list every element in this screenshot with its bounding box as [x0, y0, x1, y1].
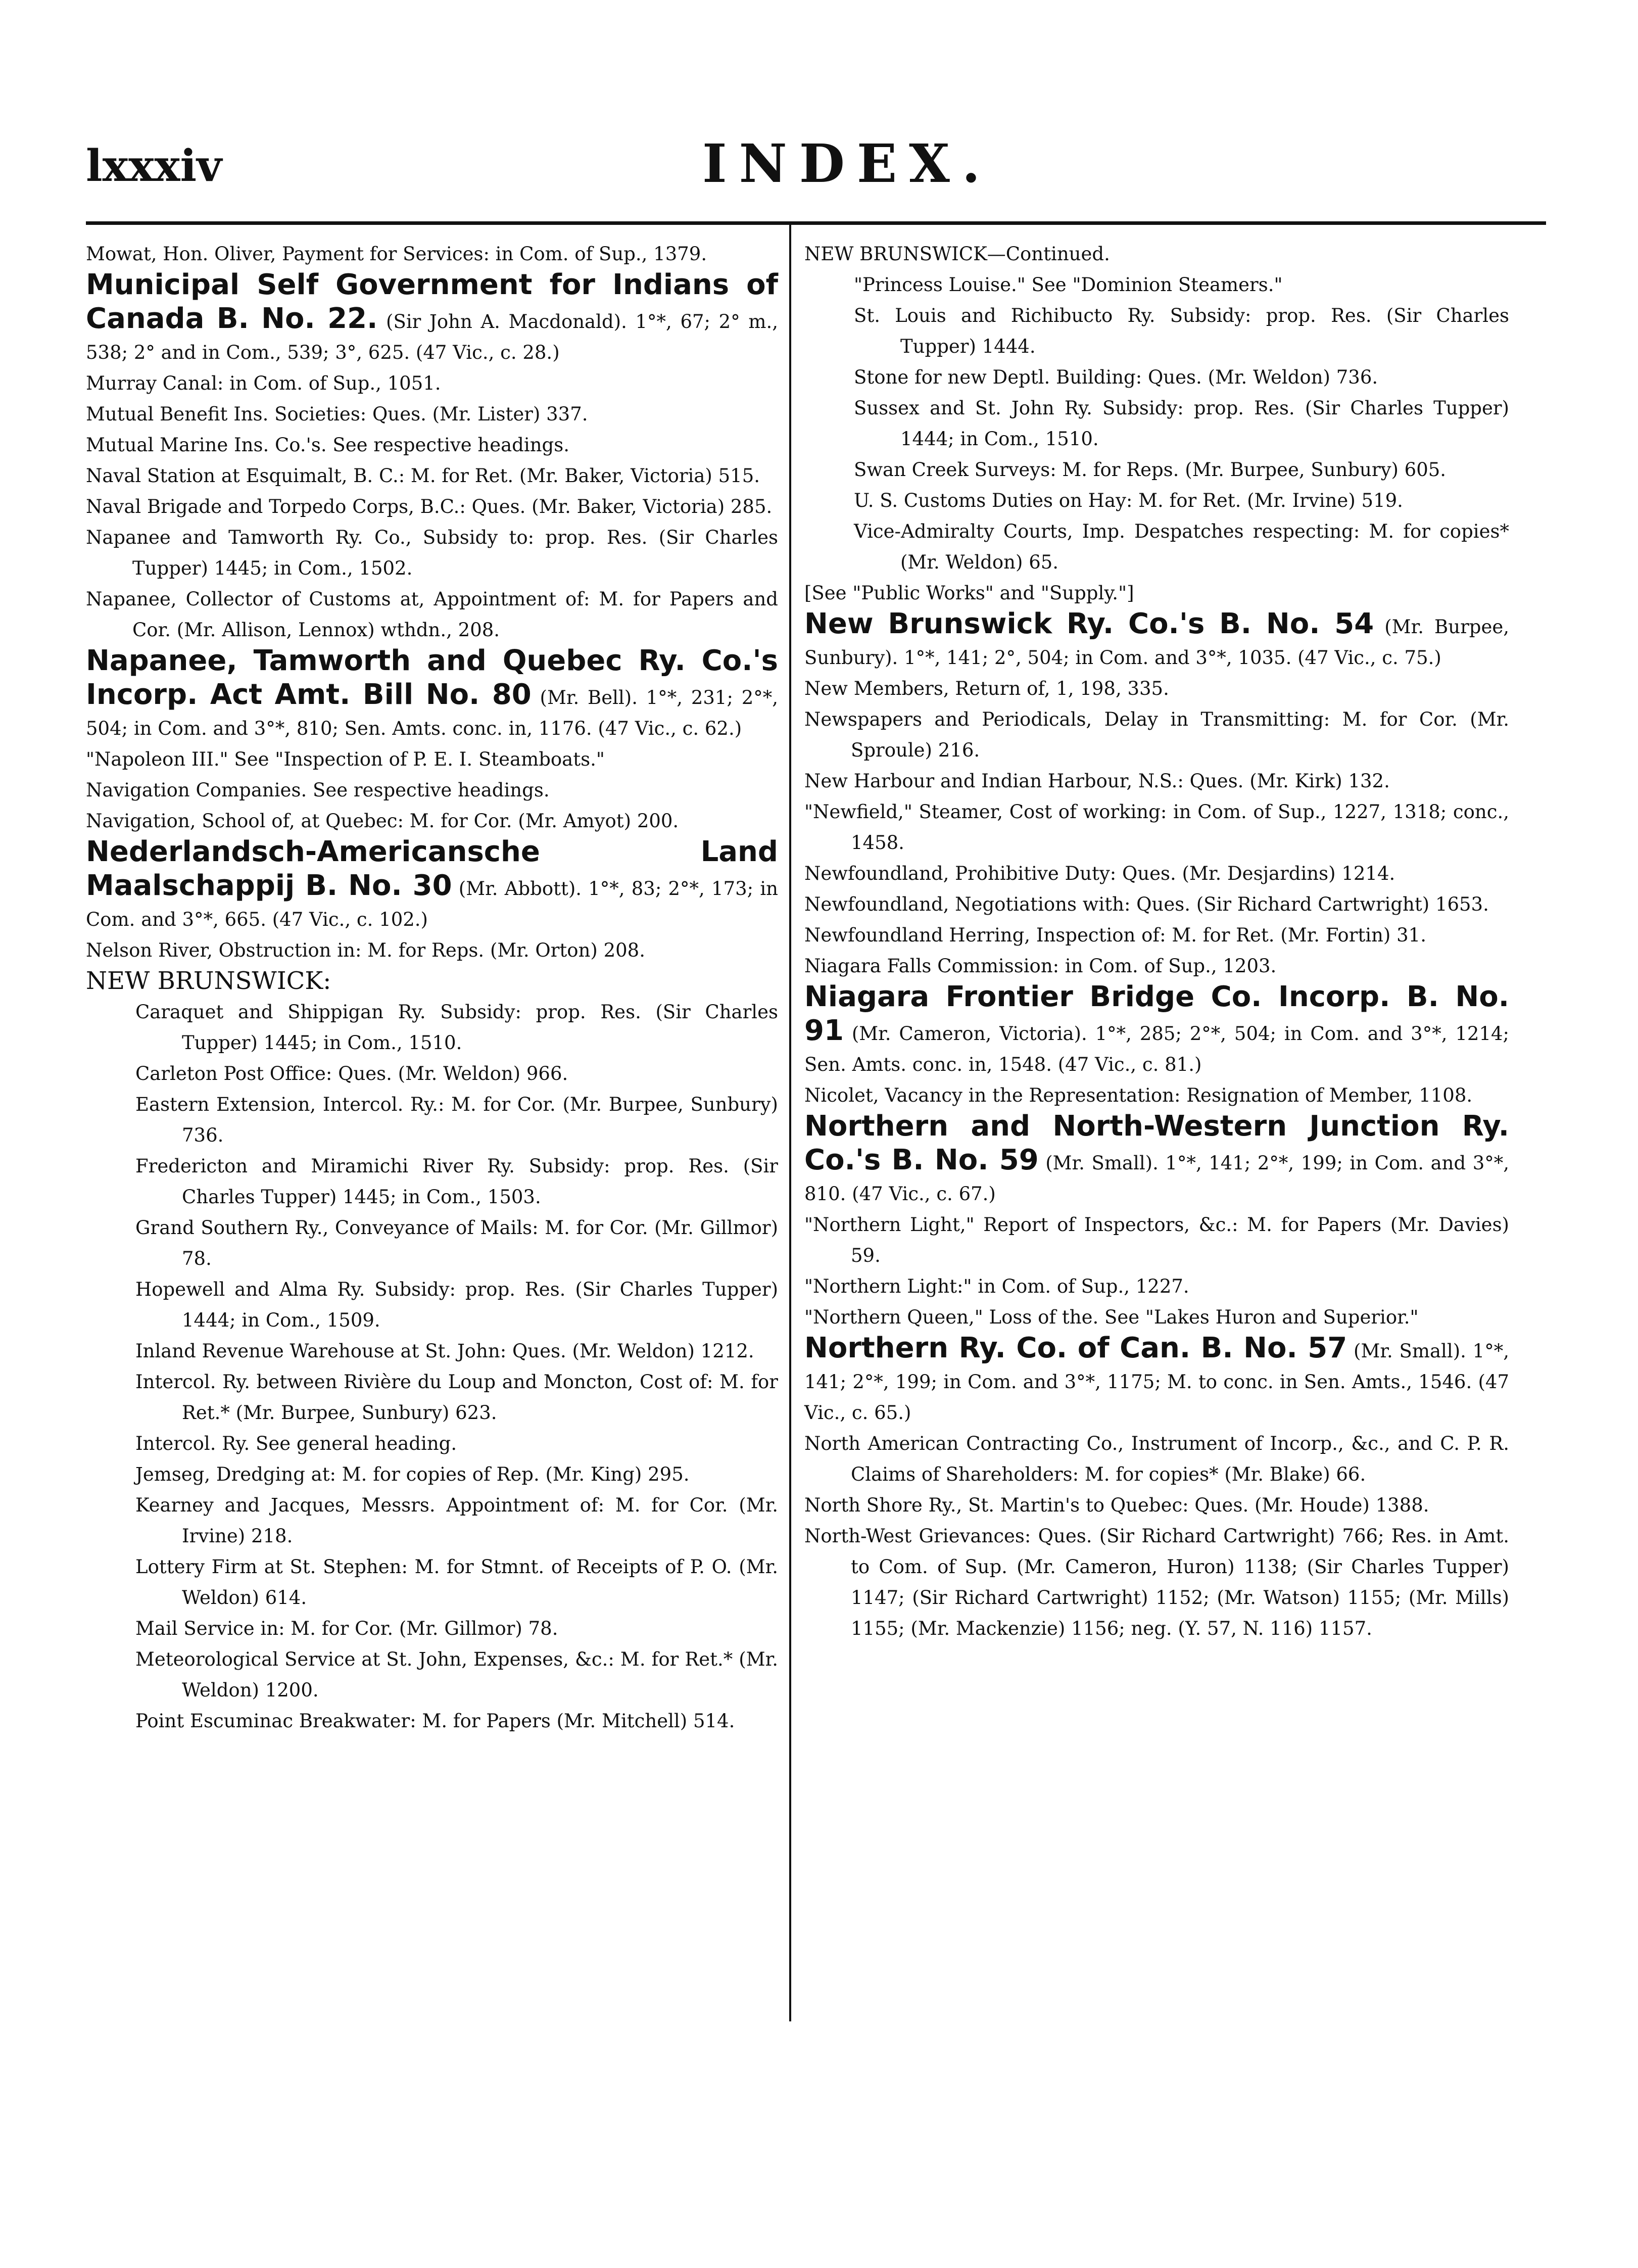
bill-entry [86, 836, 778, 935]
index-entry: Mail Service in: M. for Cor. (Mr. Gillmor) 78. [135, 1618, 558, 1639]
index-entry: Carleton Post Office: Ques. (Mr. Weldon) 966. [135, 1063, 568, 1084]
bill-title: Northern and North-Western Junction Ry. Co.'s B. No. 59 [804, 1110, 1509, 1176]
index-entry: Fredericton and Miramichi River Ry. Subsidy: prop. Res. (Sir Charles Tupper) 1445; in Com., 1503. [135, 1155, 778, 1208]
bill-title: New Brunswick Ry. Co.'s B. No. 54 [804, 607, 1374, 640]
index-entry: Grand Southern Ry., Conveyance of Mails: M. for Cor. (Mr. Gillmor) 78. [135, 1217, 778, 1269]
page-title: INDEX. [702, 132, 993, 195]
header-rule [86, 221, 1546, 225]
index-entry: "Napoleon III." See "Inspection of P. E. I. Steamboats." [86, 748, 605, 770]
index-entry: Mutual Benefit Ins. Societies: Ques. (Mr. Lister) 337. [86, 403, 588, 425]
index-entry: Nicolet, Vacancy in the Representation: Resignation of Member, 1108. [804, 1084, 1473, 1106]
index-entry: "Northern Light:" in Com. of Sup., 1227. [804, 1275, 1189, 1297]
bill-entry [804, 1111, 1509, 1209]
index-entry: Navigation Companies. See respective headings. [86, 779, 550, 801]
index-entry: Inland Revenue Warehouse at St. John: Ques. (Mr. Weldon) 1212. [135, 1340, 754, 1362]
bill-entry [86, 269, 778, 368]
index-entry: Mutual Marine Ins. Co.'s. See respective headings. [86, 434, 569, 456]
index-entry: St. Louis and Richibucto Ry. Subsidy: prop. Res. (Sir Charles Tupper) 1444. [854, 305, 1509, 357]
index-entry: North Shore Ry., St. Martin's to Quebec: Ques. (Mr. Houde) 1388. [804, 1494, 1429, 1516]
column-divider [789, 225, 791, 2021]
bill-details: (Mr. Small). 1°*, 141; 2°*, 199; in Com. and 3°*, 1175; M. to conc. in Sen. Amts., 1546. (47 Vic., c. 65.) [804, 1340, 1509, 1424]
bill-entry [86, 645, 778, 744]
index-entry: North American Contracting Co., Instrument of Incorp., &c., and C. P. R. Claims of Shareholders: M. for copies* (Mr. Blake) 66. [804, 1433, 1509, 1485]
index-entry: Intercol. Ry. between Rivière du Loup and Moncton, Cost of: M. for Ret.* (Mr. Burpee, Sunbury) 623. [135, 1371, 778, 1424]
index-entry: Naval Brigade and Torpedo Corps, B.C.: Ques. (Mr. Baker, Victoria) 285. [86, 496, 773, 517]
bill-details: (Mr. Burpee, Sunbury). 1°*, 141; 2°, 504; in Com. and 3°*, 1035. (47 Vic., c. 75.) [804, 616, 1510, 669]
bill-title: Nederlandsch-Americansche Land Maalschappij B. No. 30 [86, 835, 778, 902]
index-entry: Naval Station at Esquimalt, B. C.: M. for Ret. (Mr. Baker, Victoria) 515. [86, 465, 760, 487]
bill-title: Northern Ry. Co. of Can. B. No. 57 [804, 1332, 1347, 1364]
index-entry: Nelson River, Obstruction in: M. for Reps. (Mr. Orton) 208. [86, 939, 645, 961]
index-entry: Caraquet and Shippigan Ry. Subsidy: prop. Res. (Sir Charles Tupper) 1445; in Com., 1510. [135, 1001, 778, 1054]
index-entry: Point Escuminac Breakwater: M. for Papers (Mr. Mitchell) 514. [135, 1710, 735, 1732]
index-entry: [See "Public Works" and "Supply."] [804, 582, 1134, 604]
index-entry: Stone for new Deptl. Building: Ques. (Mr. Weldon) 736. [854, 366, 1378, 388]
page-number: lxxxiv [86, 140, 222, 192]
index-entry: Intercol. Ry. See general heading. [135, 1433, 457, 1454]
bill-details: (Mr. Abbott). 1°*, 83; 2°*, 173; in Com. and 3°*, 665. (47 Vic., c. 102.) [86, 878, 778, 930]
index-entry: "Newfield," Steamer, Cost of working: in Com. of Sup., 1227, 1318; conc., 1458. [804, 801, 1509, 854]
index-entry: Navigation, School of, at Quebec: M. for Cor. (Mr. Amyot) 200. [86, 810, 679, 832]
bill-title: Municipal Self Government for Indians of Canada B. No. 22. [86, 268, 778, 335]
index-entry: Newfoundland, Prohibitive Duty: Ques. (Mr. Desjardins) 1214. [804, 863, 1395, 884]
index-entry: NEW BRUNSWICK—Continued. [804, 243, 1110, 265]
index-entry: Swan Creek Surveys: M. for Reps. (Mr. Burpee, Sunbury) 605. [854, 459, 1447, 481]
index-entry: Eastern Extension, Intercol. Ry.: M. for Cor. (Mr. Burpee, Sunbury) 736. [135, 1094, 778, 1146]
index-entry: Newspapers and Periodicals, Delay in Transmitting: M. for Cor. (Mr. Sproule) 216. [804, 708, 1509, 761]
index-entry: Newfoundland, Negotiations with: Ques. (Sir Richard Cartwright) 1653. [804, 893, 1489, 915]
bill-details: (Mr. Bell). 1°*, 231; 2°*, 504; in Com. and 3°*, 810; Sen. Amts. conc. in, 1176. (47 Vic., c. 62.) [86, 687, 778, 739]
index-entry: Niagara Falls Commission: in Com. of Sup., 1203. [804, 955, 1277, 977]
index-entry: U. S. Customs Duties on Hay: M. for Ret. (Mr. Irvine) 519. [854, 490, 1403, 511]
right-column [804, 239, 1509, 1644]
section-heading: NEW BRUNSWICK: [86, 967, 331, 995]
bill-title: Napanee, Tamworth and Quebec Ry. Co.'s Incorp. Act Amt. Bill No. 80 [86, 644, 778, 711]
bill-details: (Mr. Small). 1°*, 141; 2°*, 199; in Com. and 3°*, 810. (47 Vic., c. 67.) [804, 1152, 1510, 1205]
bill-entry [804, 981, 1509, 1080]
index-entry: Kearney and Jacques, Messrs. Appointment of: M. for Cor. (Mr. Irvine) 218. [135, 1494, 778, 1547]
index-entry: Napanee and Tamworth Ry. Co., Subsidy to: prop. Res. (Sir Charles Tupper) 1445; in Com., 1502. [86, 527, 778, 579]
index-entry: New Members, Return of, 1, 198, 335. [804, 678, 1169, 699]
left-column [86, 239, 778, 1736]
bill-details: (Sir John A. Macdonald). 1°*, 67; 2° m., 538; 2° and in Com., 539; 3°, 625. (47 Vic., c. 28.) [86, 311, 778, 363]
index-entry: Vice-Admiralty Courts, Imp. Despatches respecting: M. for copies* (Mr. Weldon) 65. [854, 521, 1509, 573]
index-entry: Lottery Firm at St. Stephen: M. for Stmnt. of Receipts of P. O. (Mr. Weldon) 614. [135, 1556, 778, 1609]
bill-entry [804, 608, 1509, 673]
index-entry: Newfoundland Herring, Inspection of: M. for Ret. (Mr. Fortin) 31. [804, 924, 1426, 946]
index-entry: Hopewell and Alma Ry. Subsidy: prop. Res. (Sir Charles Tupper) 1444; in Com., 1509. [135, 1279, 778, 1331]
index-entry: Jemseg, Dredging at: M. for copies of Rep. (Mr. King) 295. [135, 1463, 690, 1485]
index-entry: North-West Grievances: Ques. (Sir Richard Cartwright) 766; Res. in Amt. to Com. of Sup. (Mr. Cameron, Huron) 1138; (Sir Charles Tupper) 1147; (Sir Richard Cartwright) 1152; (Mr. Watson) 1155; (Mr. Mills) 1155; (Mr. Mackenzie) 1156; neg. (Y. 57, N. 116) 1157. [804, 1525, 1509, 1639]
index-entry: New Harbour and Indian Harbour, N.S.: Ques. (Mr. Kirk) 132. [804, 770, 1390, 792]
index-entry: Sussex and St. John Ry. Subsidy: prop. Res. (Sir Charles Tupper) 1444; in Com., 1510. [854, 397, 1509, 450]
index-entry: Meteorological Service at St. John, Expenses, &c.: M. for Ret.* (Mr. Weldon) 1200. [135, 1648, 778, 1701]
index-entry: Murray Canal: in Com. of Sup., 1051. [86, 372, 441, 394]
bill-title: Niagara Frontier Bridge Co. Incorp. B. No. 91 [804, 980, 1509, 1047]
index-entry: Napanee, Collector of Customs at, Appointment of: M. for Papers and Cor. (Mr. Allison, Lennox) wthdn., 208. [86, 588, 778, 641]
bill-details: (Mr. Cameron, Victoria). 1°*, 285; 2°*, 504; in Com. and 3°*, 1214; Sen. Amts. conc. in, 1548. (47 Vic., c. 81.) [804, 1023, 1509, 1075]
bill-entry [804, 1333, 1509, 1428]
index-entry: Mowat, Hon. Oliver, Payment for Services: in Com. of Sup., 1379. [86, 243, 707, 265]
index-entry: "Northern Queen," Loss of the. See "Lakes Huron and Superior." [804, 1306, 1419, 1328]
index-entry: "Northern Light," Report of Inspectors, &c.: M. for Papers (Mr. Davies) 59. [804, 1214, 1509, 1266]
index-entry: "Princess Louise." See "Dominion Steamers." [854, 274, 1283, 296]
